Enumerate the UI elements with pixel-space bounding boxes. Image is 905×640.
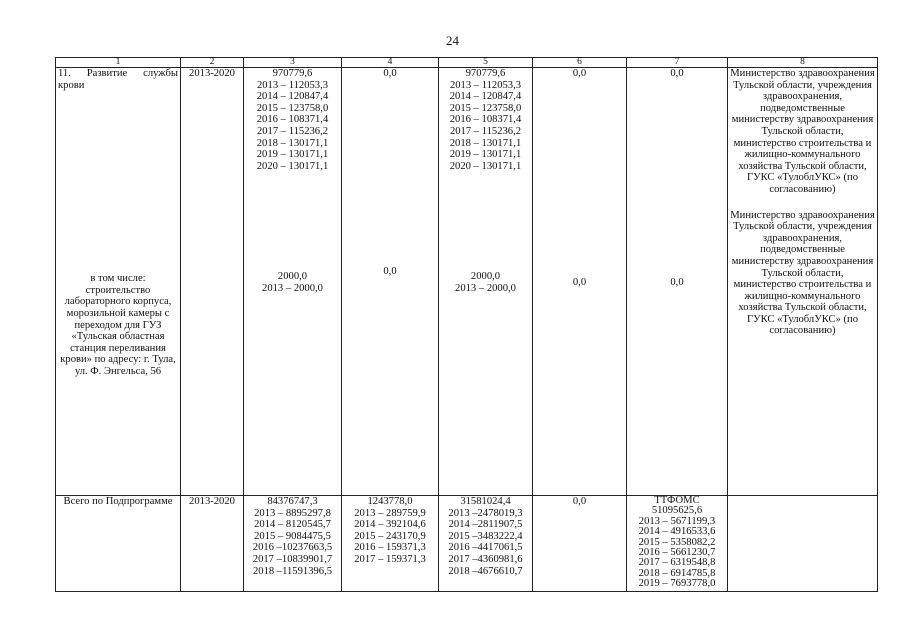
- value-line: 2013 – 2000,0: [262, 282, 323, 294]
- value-line: 2013 – 8895297,8: [254, 507, 331, 519]
- value-line: 2014 –2811907,5: [448, 519, 523, 531]
- value-line: 2017 –10839901,7: [252, 553, 333, 565]
- cell-total-funding: [244, 68, 342, 496]
- value-line: 31581024,4: [460, 496, 511, 507]
- cell-total-federal: [342, 496, 439, 592]
- value-line: 2018 – 130171,1: [256, 137, 329, 149]
- value-line: 51095625,6: [651, 505, 703, 517]
- cell-total-label: Всего по Подпрограмме: [56, 496, 181, 592]
- sub-regional-lines: [441, 271, 530, 294]
- value-line: ТТФОМС: [654, 495, 700, 506]
- value-line: 2014 – 392104,6: [354, 519, 426, 531]
- total-sum-lines: [246, 496, 339, 577]
- value-line: 2016 – 159371,3: [354, 542, 426, 554]
- municipal-value: 0,0: [572, 68, 587, 79]
- cell-total-extra: [627, 496, 728, 592]
- value-line: 2015 – 123758,0: [256, 102, 329, 114]
- value-line: 2018 –4676610,7: [448, 565, 523, 577]
- value-line: 2013 –2478019,3: [448, 507, 523, 519]
- value-line: 970779,6: [272, 68, 313, 79]
- cell-regional-funding: [439, 68, 533, 496]
- page-number: 24: [446, 33, 459, 48]
- sub-federal-value: 0,0: [383, 265, 397, 277]
- sub-activity-name: в том числе: строительство лабораторного корпуса, морозильной камеры с переходом для ГУЗ «Тульская областная станция переливания крови» по адресу: г. Тула, ул. Ф. Энгельса, 56: [60, 273, 176, 377]
- cell-total-sum: [244, 496, 342, 592]
- value-line: 2018 – 6914785,8: [638, 567, 716, 579]
- cell-total-responsible: [728, 496, 878, 592]
- cell-total-regional: [439, 496, 533, 592]
- cell-total-period: 2013-2020: [181, 496, 244, 592]
- value-line: 2013 – 112053,3: [449, 79, 522, 91]
- extra-value: 0,0: [670, 68, 684, 79]
- table-row-blood-service: [56, 68, 878, 496]
- funding-lines: [246, 68, 339, 172]
- value-line: 2016 –4417061,5: [448, 542, 523, 554]
- value-line: 970779,6: [465, 68, 506, 79]
- header-col-7: 7: [627, 58, 728, 68]
- value-line: 2015 – 5358082,2: [638, 536, 716, 548]
- value-line: 1243778,0: [367, 496, 413, 507]
- header-col-2: 2: [181, 58, 244, 68]
- header-col-3: 3: [244, 58, 342, 68]
- value-line: 2018 – 130171,1: [449, 137, 522, 149]
- value-line: 2017 – 115236,2: [256, 125, 329, 137]
- value-line: 2019 – 130171,1: [256, 149, 329, 161]
- value-line: 2016 – 5661230,7: [638, 547, 716, 559]
- value-line: 2014 – 120847,4: [449, 91, 522, 103]
- activity-name: 11. Развитие службы крови: [58, 68, 178, 91]
- sub-extra-value: 0,0: [670, 276, 684, 288]
- header-col-8: 8: [728, 58, 878, 68]
- cell-responsible: [728, 68, 878, 496]
- value-line: 2015 – 243170,9: [354, 530, 426, 542]
- program-table: [55, 57, 878, 592]
- cell-total-municipal: 0,0: [533, 496, 627, 592]
- value-line: 2020 – 130171,1: [449, 160, 522, 172]
- value-line: 2013 – 112053,3: [256, 79, 329, 91]
- value-line: 2016 – 108371,4: [256, 114, 329, 126]
- total-regional-lines: [441, 496, 530, 577]
- value-line: 2015 – 9084475,5: [254, 530, 331, 542]
- regional-lines: [441, 68, 530, 172]
- cell-extra-funding: [627, 68, 728, 496]
- value-line: 2017 – 6319548,8: [638, 557, 716, 569]
- value-line: 2018 –11591396,5: [252, 565, 333, 577]
- sub-funding-lines: [246, 271, 339, 294]
- value-line: 2016 –10237663,5: [252, 542, 333, 554]
- value-line: 2014 – 4916533,6: [638, 526, 716, 538]
- sub-municipal-value: 0,0: [572, 276, 587, 288]
- value-line: 2019 – 7693778,0: [638, 578, 716, 590]
- value-line: 2013 – 2000,0: [455, 282, 516, 294]
- value-line: 2019 – 130171,1: [449, 149, 522, 161]
- header-col-4: 4: [342, 58, 439, 68]
- value-line: 84376747,3: [267, 496, 318, 507]
- value-line: 2020 – 130171,1: [256, 160, 329, 172]
- value-line: 2000,0: [470, 271, 501, 283]
- value-line: 2014 – 8120545,7: [254, 519, 331, 531]
- value-line: 2015 –3483222,4: [448, 530, 523, 542]
- header-row: [56, 58, 878, 68]
- cell-municipal-funding: [533, 68, 627, 496]
- value-line: 2016 – 108371,4: [449, 114, 522, 126]
- federal-value: 0,0: [383, 68, 397, 79]
- cell-period: 2013-2020: [181, 68, 244, 496]
- sub-responsible-text: Министерство здравоохранения Тульской области, учреждения здравоохранения, подведомственные министерству здравоохранения Тульской области, министерство строительства и жилищно-коммунального хозяйства Тульской области, ГУКС «ТулоблУКС» (по согласованию): [730, 209, 875, 337]
- value-line: 2017 –4360981,6: [448, 553, 523, 565]
- total-extra-lines: [629, 496, 725, 590]
- header-col-5: 5: [439, 58, 533, 68]
- value-line: 2013 – 289759,9: [354, 507, 426, 519]
- cell-activity: [56, 68, 181, 496]
- table-row-total: [56, 496, 878, 592]
- header-col-6: 6: [533, 58, 627, 68]
- total-federal-lines: [344, 496, 436, 566]
- value-line: 2017 – 115236,2: [449, 125, 522, 137]
- value-line: 2014 – 120847,4: [256, 91, 329, 103]
- responsible-text: Министерство здравоохранения Тульской области, учреждения здравоохранения, подведомственные министерству здравоохранения Тульской области, министерство строительства и жилищно-коммунального хозяйства Тульской области, ГУКС «ТулоблУКС» (по согласованию): [730, 68, 875, 195]
- value-line: 2013 – 5671199,3: [638, 515, 716, 527]
- value-line: 2000,0: [277, 271, 308, 283]
- header-col-1: 1: [56, 58, 181, 68]
- value-line: 2017 – 159371,3: [354, 553, 426, 565]
- cell-federal-funding: [342, 68, 439, 496]
- value-line: 2015 – 123758,0: [449, 102, 522, 114]
